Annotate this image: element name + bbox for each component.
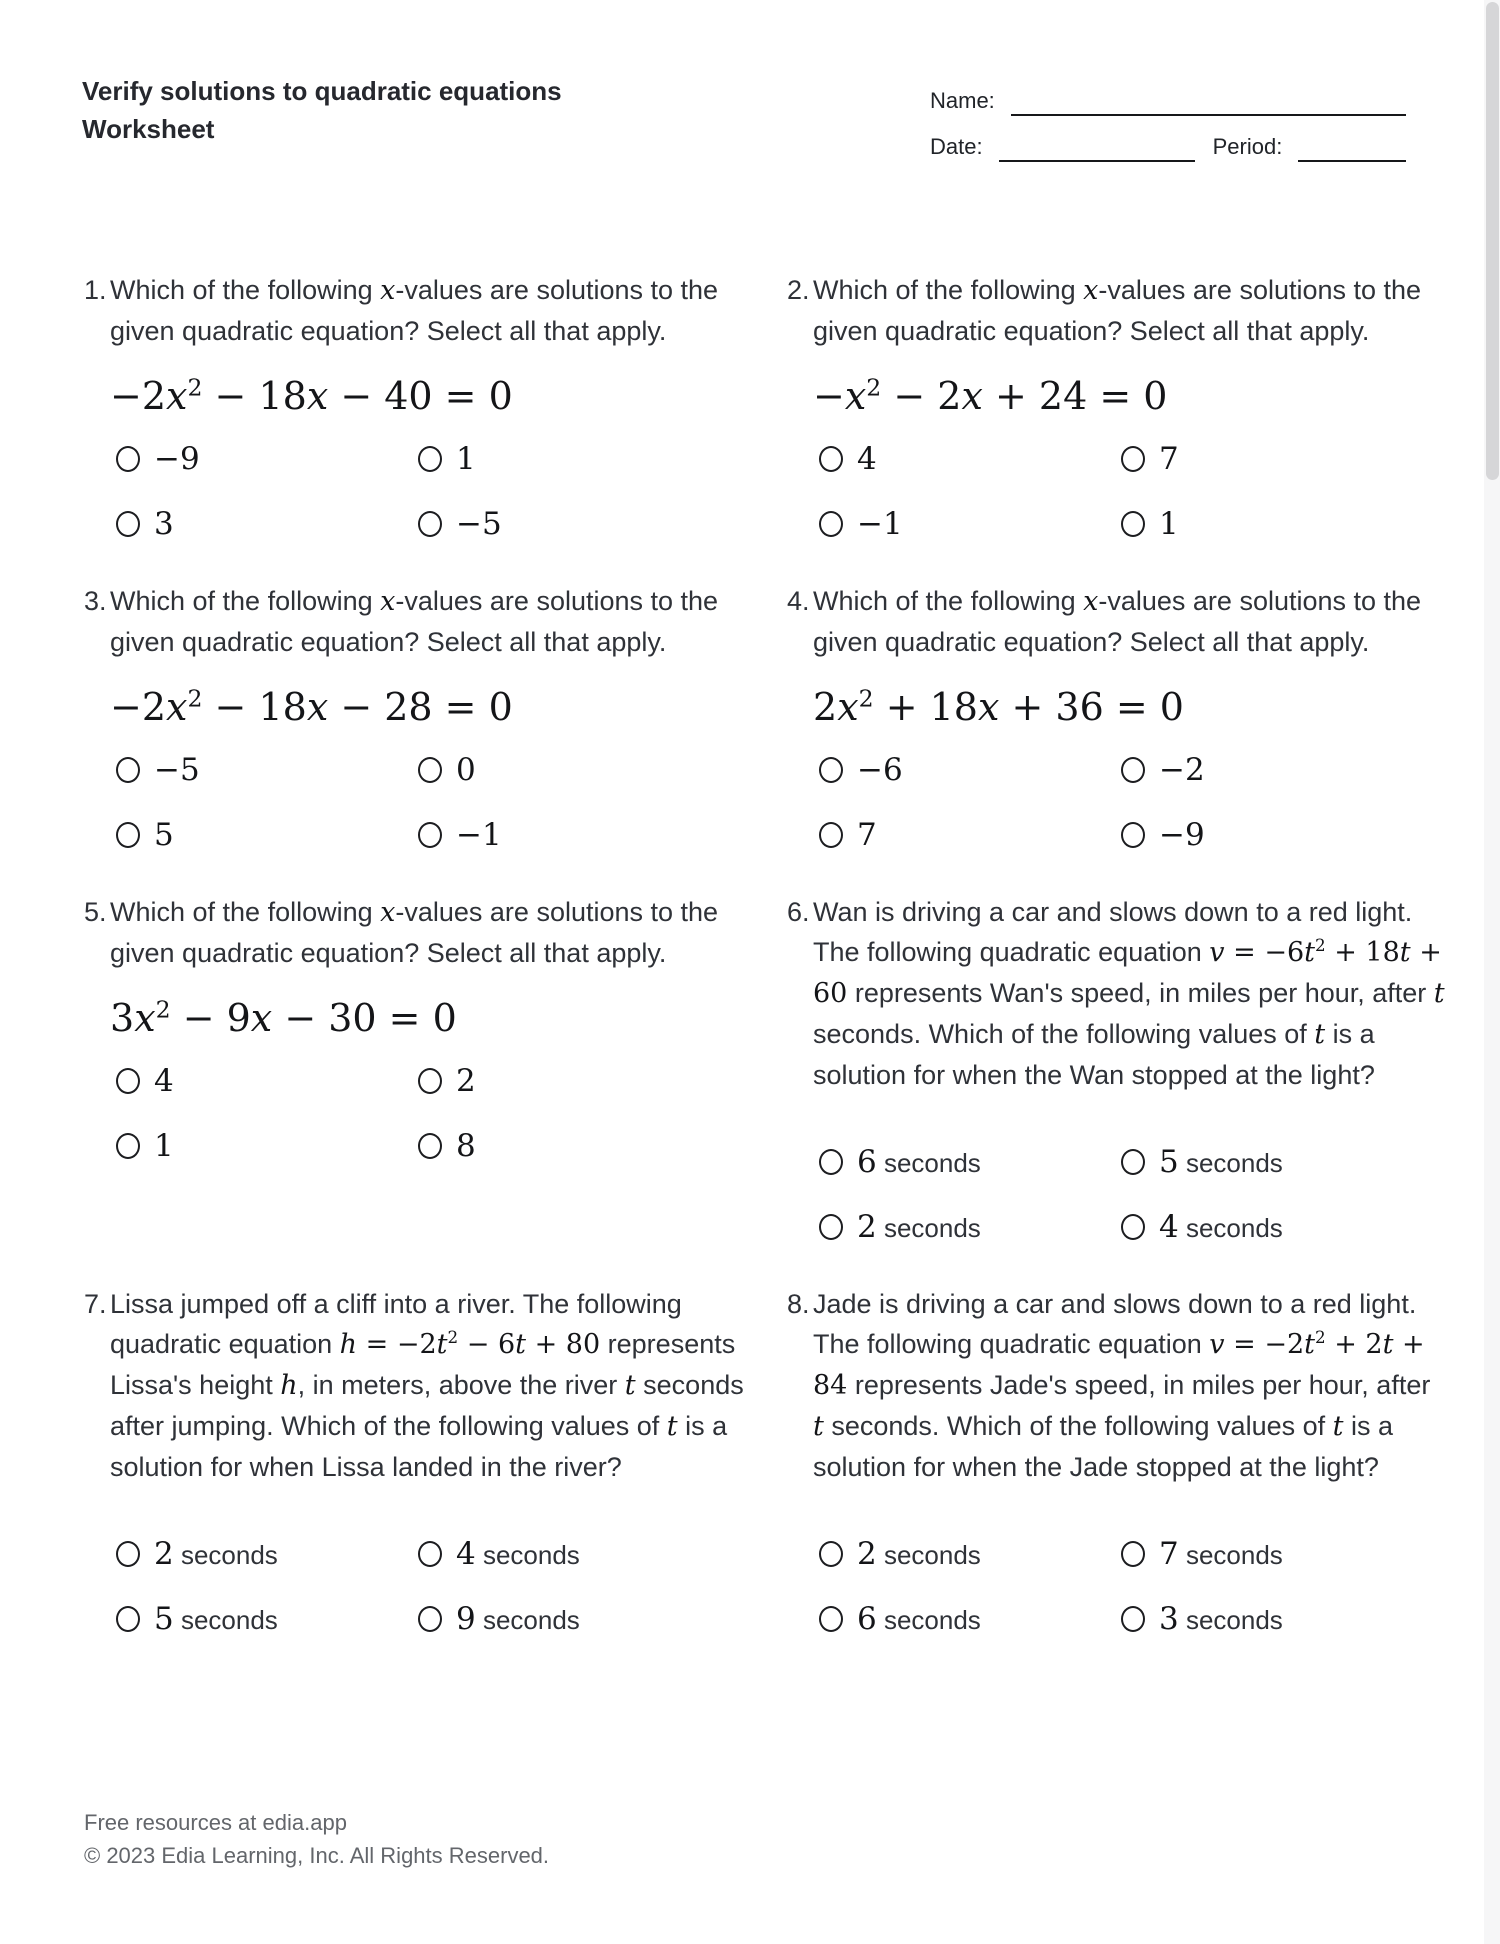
date-label: Date: bbox=[930, 134, 983, 159]
radio-button[interactable] bbox=[116, 1541, 140, 1567]
date-period-row bbox=[930, 134, 1406, 162]
question-5 bbox=[84, 892, 744, 1165]
option-label: 7 seconds bbox=[1159, 1535, 1283, 1572]
option-label: 4 bbox=[154, 1063, 174, 1099]
student-fields bbox=[930, 88, 1406, 162]
option-label: 5 seconds bbox=[154, 1600, 278, 1637]
question-number: 2. bbox=[787, 275, 810, 305]
question-equation: $3x^2 - 9x - 30 = 0$ bbox=[110, 995, 457, 1040]
option-label: −9 bbox=[154, 441, 200, 477]
option-label: 4 bbox=[857, 441, 877, 477]
option bbox=[116, 1535, 418, 1573]
radio-button[interactable] bbox=[819, 1214, 843, 1240]
radio-button[interactable] bbox=[1121, 1149, 1145, 1175]
question-3 bbox=[84, 581, 744, 854]
radio-button[interactable] bbox=[1121, 511, 1145, 537]
radio-button[interactable] bbox=[819, 822, 843, 848]
radio-button[interactable] bbox=[819, 757, 843, 783]
radio-button[interactable] bbox=[116, 511, 140, 537]
option-label: 4 seconds bbox=[456, 1535, 580, 1572]
question-prompt: Which of the following x-values are solutions to the given quadratic equation? Select all that apply. bbox=[110, 275, 719, 346]
option bbox=[116, 1600, 418, 1638]
option-label: −2 bbox=[1159, 752, 1205, 788]
option bbox=[1121, 1600, 1447, 1638]
option bbox=[418, 1600, 744, 1638]
question-equation: $-2x^2 - 18x - 40 = 0$ bbox=[110, 373, 513, 418]
question-2 bbox=[787, 270, 1447, 543]
name-label: Name: bbox=[930, 88, 995, 113]
option-label: 1 bbox=[1159, 506, 1179, 542]
question-equation: $2x^2 + 18x + 36 = 0$ bbox=[813, 684, 1184, 729]
option-label: 6 seconds bbox=[857, 1600, 981, 1637]
radio-button[interactable] bbox=[418, 822, 442, 848]
option-label: 9 seconds bbox=[456, 1600, 580, 1637]
option-label: −5 bbox=[154, 752, 200, 788]
radio-button[interactable] bbox=[116, 757, 140, 783]
radio-button[interactable] bbox=[1121, 757, 1145, 783]
radio-button[interactable] bbox=[418, 511, 442, 537]
option bbox=[1121, 751, 1447, 789]
question-number: 6. bbox=[787, 897, 810, 927]
question-number: 8. bbox=[787, 1289, 810, 1319]
radio-button[interactable] bbox=[819, 446, 843, 472]
question-number: 3. bbox=[84, 586, 107, 616]
question-prompt: Which of the following x-values are solutions to the given quadratic equation? Select all that apply. bbox=[110, 586, 719, 657]
option-label: 0 bbox=[456, 752, 476, 788]
option bbox=[819, 505, 1121, 543]
radio-button[interactable] bbox=[418, 757, 442, 783]
worksheet-title-line1: Verify solutions to quadratic equations bbox=[82, 76, 562, 106]
option bbox=[819, 1143, 1121, 1181]
options-grid bbox=[116, 440, 744, 543]
options-grid bbox=[819, 1535, 1447, 1638]
radio-button[interactable] bbox=[1121, 446, 1145, 472]
question-prompt: Which of the following x-values are solutions to the given quadratic equation? Select all that apply. bbox=[813, 586, 1422, 657]
option bbox=[116, 1127, 418, 1165]
radio-button[interactable] bbox=[819, 1606, 843, 1632]
option bbox=[1121, 1208, 1447, 1246]
name-blank-line bbox=[1011, 90, 1406, 116]
option bbox=[1121, 1535, 1447, 1573]
scrollbar-thumb[interactable] bbox=[1486, 2, 1499, 480]
radio-button[interactable] bbox=[418, 1606, 442, 1632]
question-equation: $-x^2 - 2x + 24 = 0$ bbox=[813, 373, 1168, 418]
radio-button[interactable] bbox=[819, 511, 843, 537]
question-6 bbox=[787, 892, 1447, 1246]
radio-button[interactable] bbox=[116, 1606, 140, 1632]
option bbox=[819, 751, 1121, 789]
question-prompt: Which of the following x-values are solutions to the given quadratic equation? Select all that apply. bbox=[110, 897, 719, 968]
worksheet-title-line2: Worksheet bbox=[82, 114, 215, 144]
option bbox=[418, 1535, 744, 1573]
option-label: 6 seconds bbox=[857, 1143, 981, 1180]
radio-button[interactable] bbox=[1121, 1541, 1145, 1567]
date-blank-line bbox=[999, 136, 1195, 162]
radio-button[interactable] bbox=[418, 1133, 442, 1159]
option-label: 4 seconds bbox=[1159, 1208, 1283, 1245]
options-grid bbox=[116, 1062, 744, 1165]
option-label: −6 bbox=[857, 752, 903, 788]
footer-line2: © 2023 Edia Learning, Inc. All Rights Reserved. bbox=[84, 1843, 550, 1868]
radio-button[interactable] bbox=[1121, 1214, 1145, 1240]
question-number: 4. bbox=[787, 586, 810, 616]
options-grid bbox=[116, 751, 744, 854]
option-label: 5 bbox=[154, 817, 174, 853]
option bbox=[116, 1062, 418, 1100]
radio-button[interactable] bbox=[418, 446, 442, 472]
question-8 bbox=[787, 1284, 1447, 1638]
option-label: 2 seconds bbox=[154, 1535, 278, 1572]
option bbox=[116, 440, 418, 478]
question-number: 1. bbox=[84, 275, 107, 305]
option bbox=[418, 1062, 744, 1100]
question-prompt: Wan is driving a car and slows down to a red light. The following quadratic equation $v = -6t^2 + 18t + 60$ represents Wan's speed, in miles per hour, after t seconds. Which of the following values of t is a solution for when the Wan stopped at the light? bbox=[813, 897, 1445, 1090]
option bbox=[819, 1535, 1121, 1573]
questions-grid bbox=[84, 270, 1447, 1676]
option-label: 3 bbox=[154, 506, 174, 542]
option bbox=[418, 505, 744, 543]
radio-button[interactable] bbox=[116, 446, 140, 472]
radio-button[interactable] bbox=[819, 1541, 843, 1567]
option bbox=[819, 1600, 1121, 1638]
option bbox=[1121, 1143, 1447, 1181]
option-label: 5 seconds bbox=[1159, 1143, 1283, 1180]
footer-line1: Free resources at edia.app bbox=[84, 1810, 347, 1835]
option-label: −5 bbox=[456, 506, 502, 542]
options-grid bbox=[819, 440, 1447, 543]
radio-button[interactable] bbox=[1121, 822, 1145, 848]
option-label: 2 seconds bbox=[857, 1535, 981, 1572]
question-prompt: Which of the following x-values are solutions to the given quadratic equation? Select all that apply. bbox=[813, 275, 1422, 346]
footer bbox=[84, 1806, 549, 1872]
option bbox=[1121, 505, 1447, 543]
radio-button[interactable] bbox=[418, 1541, 442, 1567]
radio-button[interactable] bbox=[418, 1068, 442, 1094]
option-label: −1 bbox=[857, 506, 903, 542]
option bbox=[418, 440, 744, 478]
name-row bbox=[930, 88, 1406, 116]
period-blank-line bbox=[1298, 136, 1406, 162]
options-grid bbox=[819, 751, 1447, 854]
option-label: −1 bbox=[456, 817, 502, 853]
option bbox=[819, 1208, 1121, 1246]
option bbox=[116, 751, 418, 789]
question-1 bbox=[84, 270, 744, 543]
radio-button[interactable] bbox=[116, 1133, 140, 1159]
question-4 bbox=[787, 581, 1447, 854]
question-prompt: Lissa jumped off a cliff into a river. The following quadratic equation $h = -2t^2 - 6t + 80$ represents Lissa's height h, in meters, above the river t seconds after jumping. Which of the following values of t is a solution for when Lissa landed in the river? bbox=[110, 1289, 744, 1482]
question-equation: $-2x^2 - 18x - 28 = 0$ bbox=[110, 684, 513, 729]
option-label: 2 seconds bbox=[857, 1208, 981, 1245]
radio-button[interactable] bbox=[116, 822, 140, 848]
radio-button[interactable] bbox=[1121, 1606, 1145, 1632]
option bbox=[819, 816, 1121, 854]
question-number: 7. bbox=[84, 1289, 107, 1319]
option bbox=[1121, 816, 1447, 854]
radio-button[interactable] bbox=[116, 1068, 140, 1094]
option-label: 7 bbox=[857, 817, 877, 853]
option bbox=[1121, 440, 1447, 478]
period-label: Period: bbox=[1212, 134, 1283, 159]
option-label: 8 bbox=[456, 1128, 476, 1164]
option bbox=[418, 816, 744, 854]
question-7 bbox=[84, 1284, 744, 1638]
option bbox=[116, 505, 418, 543]
radio-button[interactable] bbox=[819, 1149, 843, 1175]
option-label: 7 bbox=[1159, 441, 1179, 477]
option-label: 1 bbox=[456, 441, 476, 477]
worksheet-title bbox=[82, 72, 562, 148]
option-label: 2 bbox=[456, 1063, 476, 1099]
option bbox=[116, 816, 418, 854]
options-grid bbox=[819, 1143, 1447, 1246]
option-label: −9 bbox=[1159, 817, 1205, 853]
options-grid bbox=[116, 1535, 744, 1638]
question-prompt: Jade is driving a car and slows down to a red light. The following quadratic equation $v = -2t^2 + 2t + 84$ represents Jade's speed, in miles per hour, after t seconds. Which of the following values of t is a solution for when the Jade stopped at the light? bbox=[813, 1289, 1431, 1482]
option bbox=[418, 751, 744, 789]
question-number: 5. bbox=[84, 897, 107, 927]
option bbox=[418, 1127, 744, 1165]
option-label: 3 seconds bbox=[1159, 1600, 1283, 1637]
option bbox=[819, 440, 1121, 478]
option-label: 1 bbox=[154, 1128, 174, 1164]
